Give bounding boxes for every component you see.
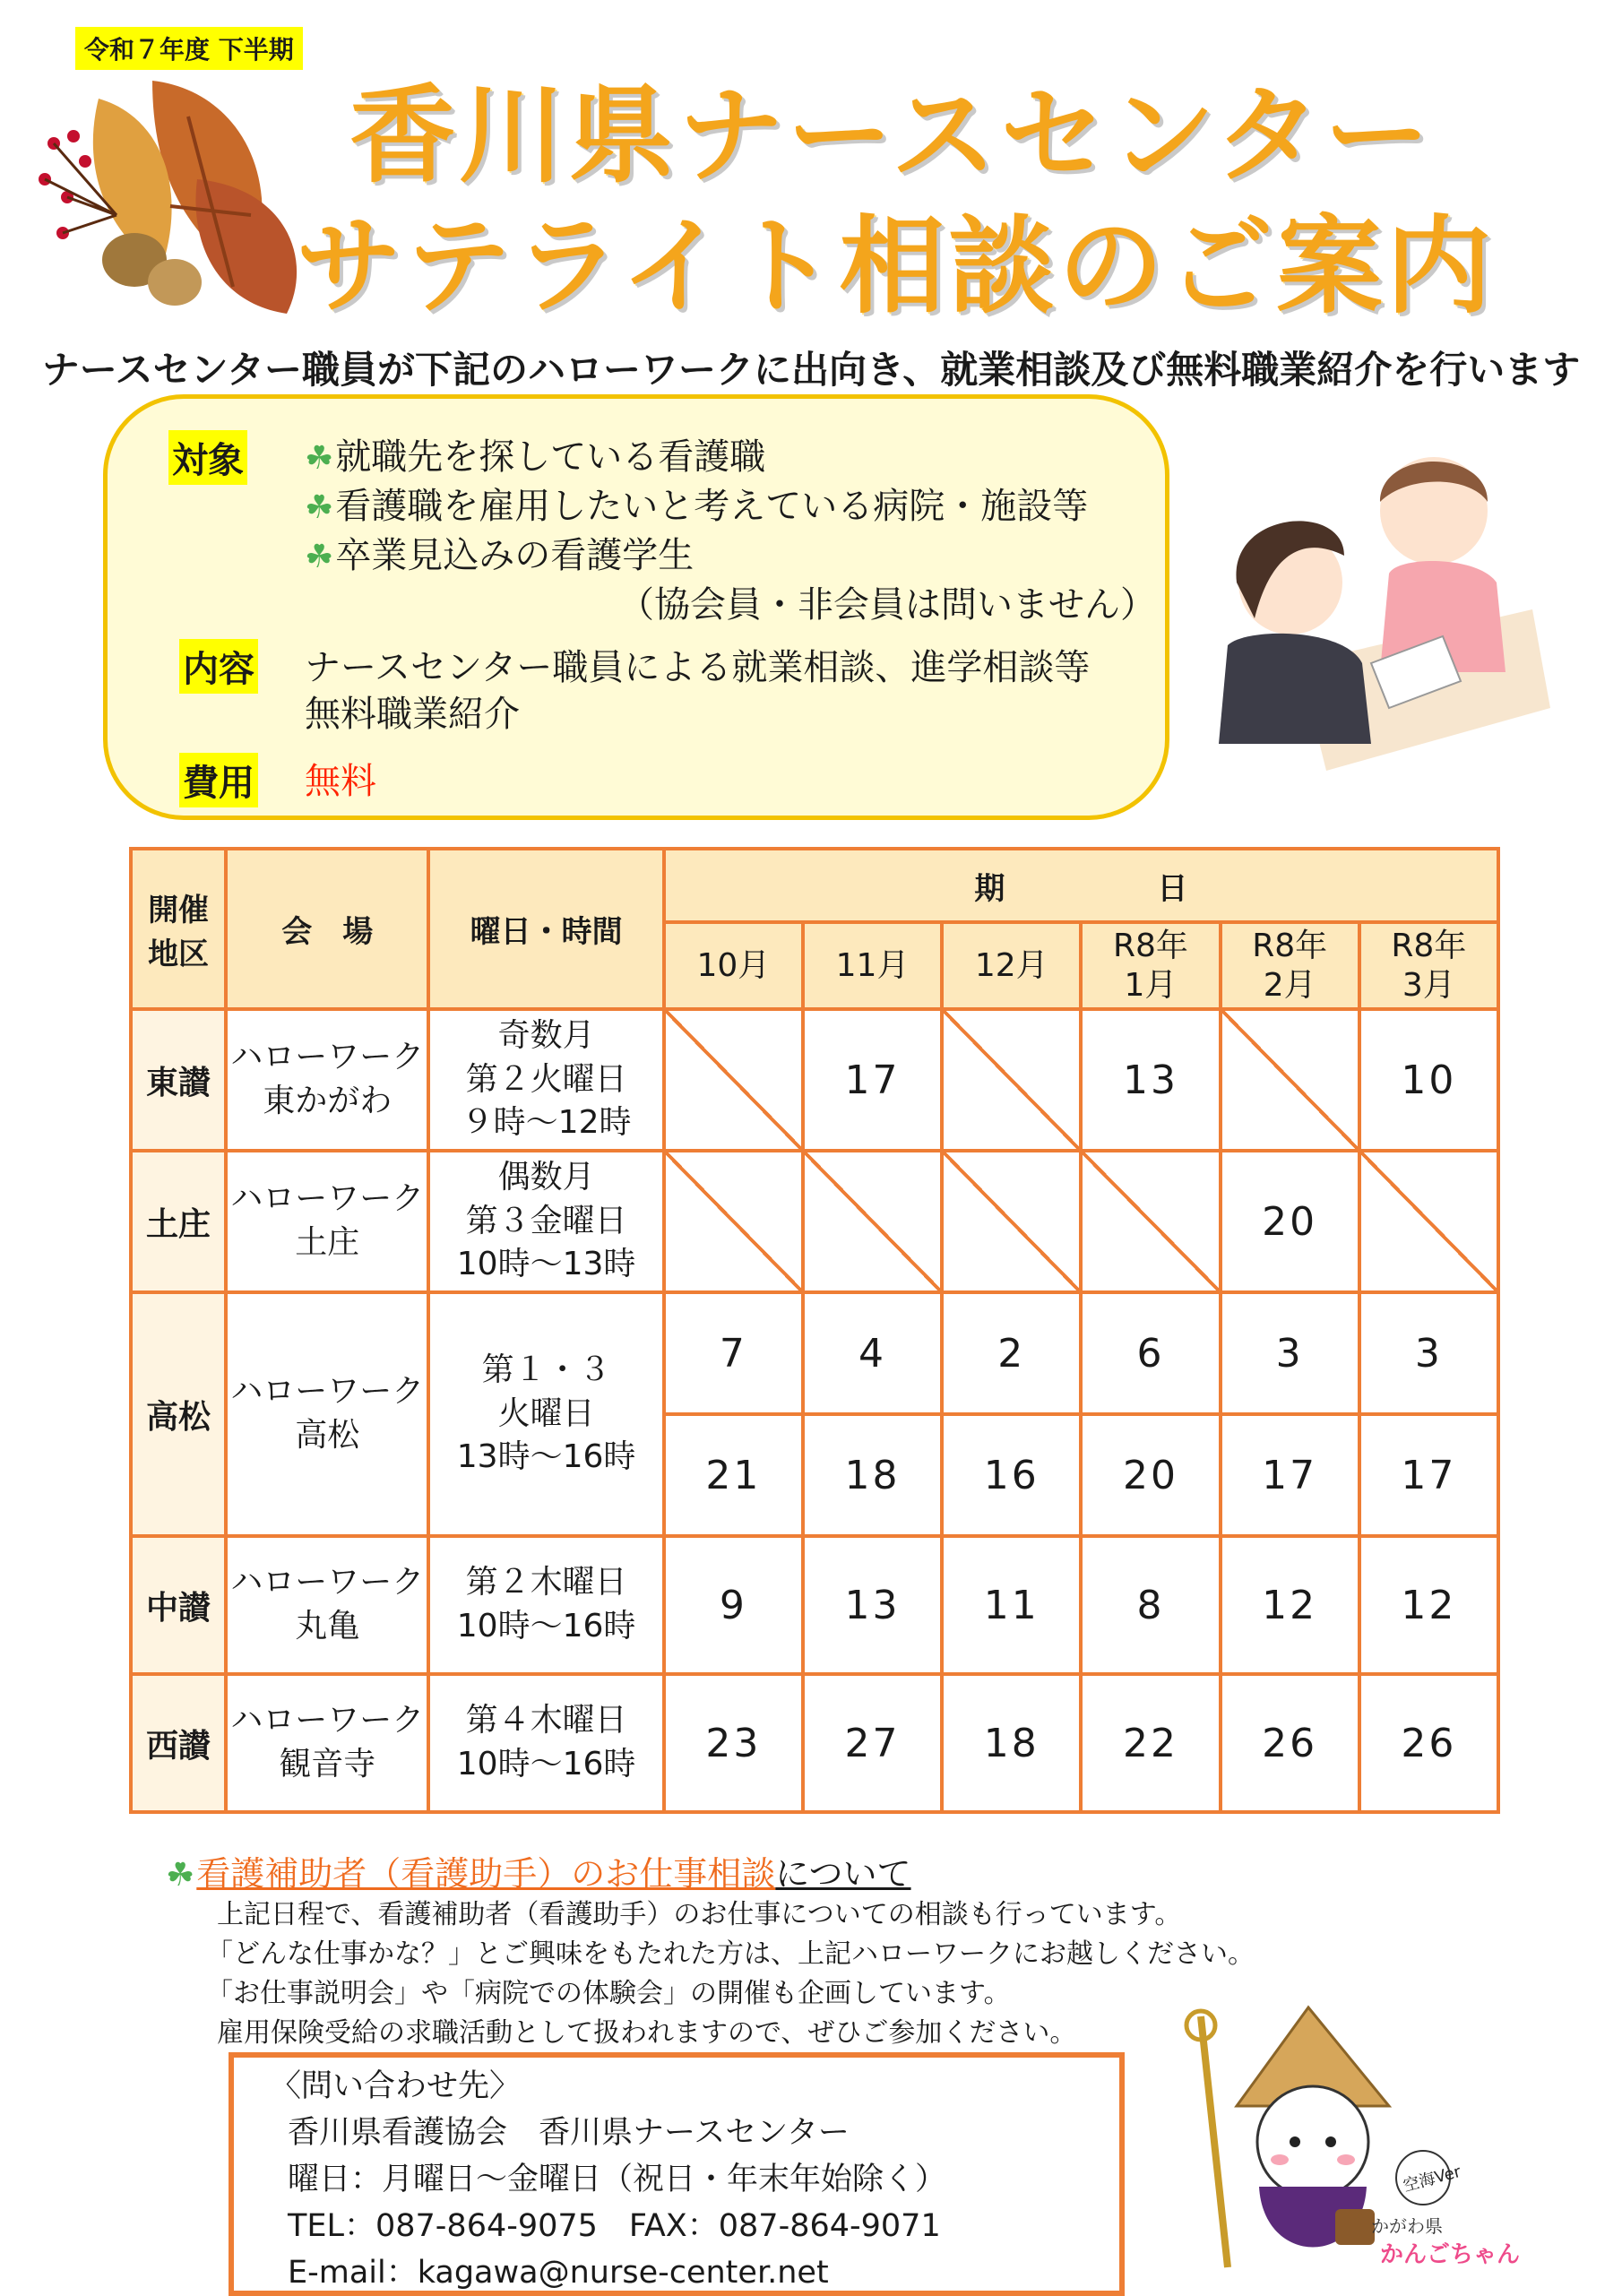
time-cell: 第１・３ 火曜日 13時～16時: [428, 1292, 663, 1536]
content-label: 内容: [179, 639, 258, 694]
assistant-line: 雇用保険受給の求職活動として扱われますので、ぜひご参加ください。: [217, 2017, 1077, 2049]
consultation-illustration: [1192, 439, 1550, 789]
venue-cell: ハローワーク 丸亀: [226, 1536, 428, 1674]
date-cell-none: [1221, 1009, 1359, 1151]
date-cell: 17: [1221, 1414, 1359, 1536]
target-item-1: ☘就職先を探している看護職: [305, 436, 766, 478]
date-cell: 26: [1359, 1674, 1498, 1812]
date-cell-none: [1359, 1151, 1498, 1292]
assistant-line: 「どんな仕事かな？」とご興味をもたれた方は、上記ハローワークにお越しください。: [206, 1938, 1255, 1970]
date-cell: 27: [803, 1674, 942, 1812]
region-cell: 東讃: [131, 1009, 226, 1151]
date-cell: 3: [1359, 1292, 1498, 1414]
table-row: [131, 1151, 1498, 1292]
assistant-heading: ☘看護補助者（看護助手）のお仕事相談について: [166, 1854, 911, 1894]
content-line-1: ナースセンター職員による就業相談、進学相談等: [305, 647, 1091, 688]
region-cell: 高松: [131, 1292, 226, 1536]
date-cell-none: [942, 1151, 1081, 1292]
date-cell: 9: [664, 1536, 803, 1674]
table-row: [131, 1292, 1498, 1414]
venue-cell: ハローワーク 土庄: [226, 1151, 428, 1292]
date-cell: 7: [664, 1292, 803, 1414]
date-cell: 18: [942, 1674, 1081, 1812]
schedule-table: [129, 847, 1500, 1814]
region-cell: 土庄: [131, 1151, 226, 1292]
clover-icon: ☘: [305, 489, 334, 526]
month-dec: 12月: [942, 922, 1081, 1009]
target-label: 対象: [168, 430, 247, 485]
date-cell-none: [803, 1151, 942, 1292]
year-tag: 令和７年度 下半期: [75, 27, 303, 70]
target-note: （協会員・非会員は問いません）: [618, 584, 1156, 626]
month-oct: 10月: [664, 922, 803, 1009]
contact-tel-fax: TEL：087-864-9075 FAX：087-864-9071: [288, 2208, 941, 2244]
assistant-line: 「お仕事説明会」や「病院での体験会」の開催も企画しています。: [206, 1978, 1011, 2009]
date-cell: 2: [942, 1292, 1081, 1414]
date-cell-none: [664, 1009, 803, 1151]
date-cell-none: [942, 1009, 1081, 1151]
mascot-name-small: かがわ県: [1371, 2215, 1443, 2237]
date-cell: 17: [1359, 1414, 1498, 1536]
contact-heading: 〈問い合わせ先〉: [270, 2068, 522, 2104]
date-cell: 20: [1221, 1151, 1359, 1292]
region-cell: 西讃: [131, 1674, 226, 1812]
title-line-1: 香川県ナースセンター: [349, 73, 1434, 197]
date-cell-none: [664, 1151, 803, 1292]
date-cell: 12: [1221, 1536, 1359, 1674]
date-cell: 4: [803, 1292, 942, 1414]
mascot-name-large: かんごちゃん: [1380, 2241, 1521, 2268]
autumn-leaves-illustration: [18, 63, 323, 323]
date-cell: 21: [664, 1414, 803, 1536]
target-item-3: ☘卒業見込みの看護学生: [305, 535, 695, 576]
fee-label: 費用: [179, 753, 258, 807]
month-feb: R8年 2月: [1221, 922, 1359, 1009]
time-cell: 第２木曜日 10時～16時: [428, 1536, 663, 1674]
month-nov: 11月: [803, 922, 942, 1009]
date-cell: 17: [803, 1009, 942, 1151]
region-cell: 中讃: [131, 1536, 226, 1674]
contact-hours: 曜日：月曜日～金曜日（祝日・年末年始除く）: [288, 2162, 947, 2197]
table-row: [131, 1009, 1498, 1151]
date-cell: 8: [1081, 1536, 1220, 1674]
clover-icon: ☘: [305, 440, 334, 477]
date-cell: 26: [1221, 1674, 1359, 1812]
berries: [39, 130, 91, 239]
date-cell: 6: [1081, 1292, 1220, 1414]
table-row: [131, 1674, 1498, 1812]
date-cell: 22: [1081, 1674, 1220, 1812]
date-cell: 10: [1359, 1009, 1498, 1151]
contact-org: 香川県看護協会 香川県ナースセンター: [288, 2115, 850, 2151]
date-cell: 23: [664, 1674, 803, 1812]
assistant-body: [206, 1895, 1255, 2053]
target-item-2: ☘看護職を雇用したいと考えている病院・施設等: [305, 486, 1089, 527]
venue-cell: ハローワーク 観音寺: [226, 1674, 428, 1812]
subtitle: ナースセンター職員が下記のハローワークに出向き、就業相談及び無料職業紹介を行います: [41, 348, 1581, 392]
clover-icon: ☘: [305, 539, 334, 575]
venue-cell: ハローワーク 東かがわ: [226, 1009, 428, 1151]
header-region: 開催 地区: [131, 849, 226, 1009]
clover-icon: ☘: [166, 1857, 195, 1894]
date-cell: 13: [1081, 1009, 1220, 1151]
content-line-2: 無料職業紹介: [305, 694, 520, 735]
table-row: [131, 1536, 1498, 1674]
title-line-2: サテライト相談のご案内: [296, 204, 1496, 328]
assistant-line: 上記日程で、看護補助者（看護助手）のお仕事についての相談も行っています。: [217, 1899, 1182, 1930]
month-jan: R8年 1月: [1081, 922, 1220, 1009]
fee-value: 無料: [305, 761, 376, 802]
month-mar: R8年 3月: [1359, 922, 1498, 1009]
date-cell: 3: [1221, 1292, 1359, 1414]
acorn-shape: [148, 259, 202, 306]
mascot-badge-text: 空海Ver: [1401, 2162, 1463, 2197]
header-time: 曜日・時間: [428, 849, 663, 1009]
header-venue: 会 場: [226, 849, 428, 1009]
date-cell: 16: [942, 1414, 1081, 1536]
time-cell: 第４木曜日 10時～16時: [428, 1674, 663, 1812]
header-date: 期 日: [664, 849, 1498, 922]
date-cell: 11: [942, 1536, 1081, 1674]
time-cell: 奇数月 第２火曜日 ９時～12時: [428, 1009, 663, 1151]
mascot-face: [1257, 2086, 1368, 2197]
woman-left-body: [1219, 634, 1371, 744]
time-cell: 偶数月 第３金曜日 10時～13時: [428, 1151, 663, 1292]
date-cell: 18: [803, 1414, 942, 1536]
date-cell: 12: [1359, 1536, 1498, 1674]
contact-email: E-mail：kagawa@nurse-center.net: [288, 2255, 829, 2291]
venue-cell: ハローワーク 高松: [226, 1292, 428, 1536]
date-cell: 20: [1081, 1414, 1220, 1536]
contact-box: [229, 2052, 1125, 2296]
date-cell-none: [1081, 1151, 1220, 1292]
date-cell: 13: [803, 1536, 942, 1674]
